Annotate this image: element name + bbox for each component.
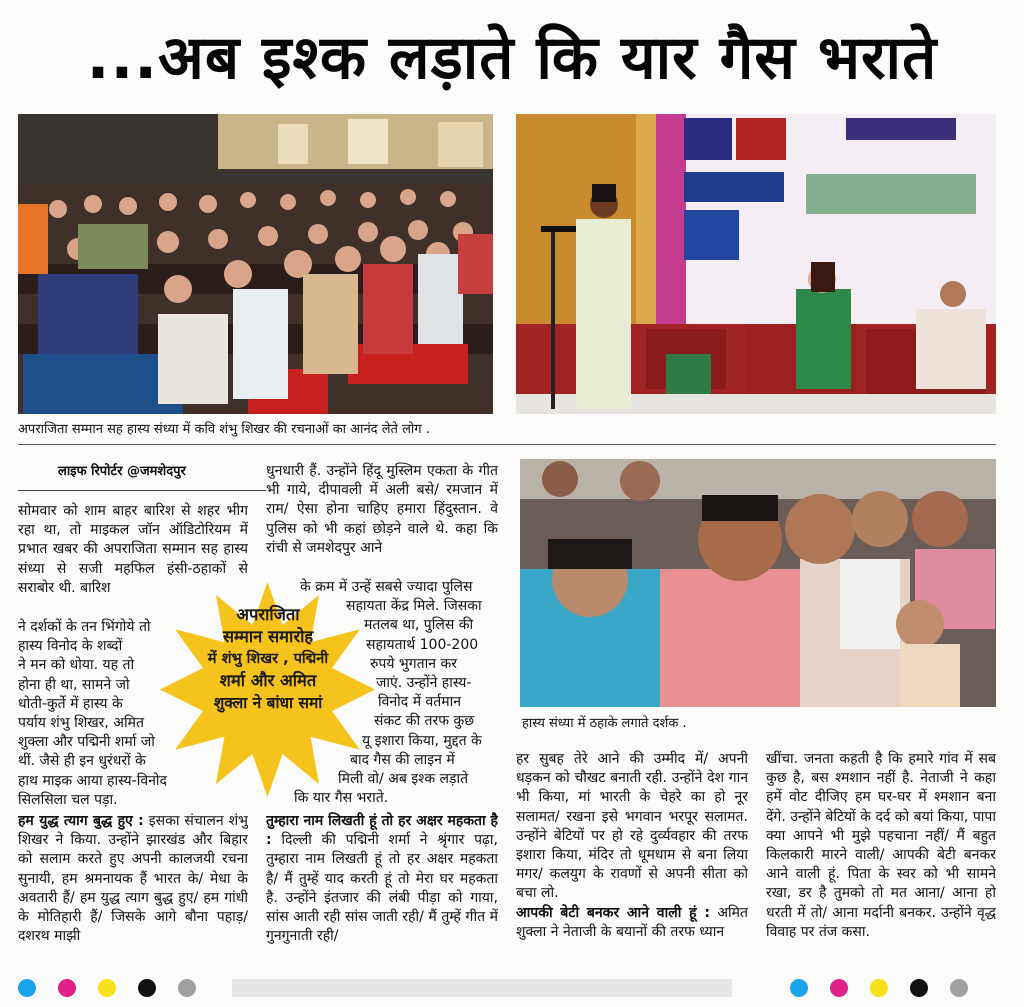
- callout-text: [178, 604, 358, 714]
- sub-heading: हम युद्ध त्याग बुद्ध हुए :: [18, 813, 144, 829]
- photo-audience-main: [18, 114, 493, 414]
- sub-heading: आपकी बेटी बनकर आने वाली हूं :: [516, 904, 710, 921]
- text-line: विनोद में वर्तमान: [378, 694, 462, 711]
- article-column-1-sub: [18, 812, 248, 946]
- registration-dot-black: [138, 979, 156, 997]
- callout-line: में शंभु शिखर , पद्मिनी: [207, 651, 329, 667]
- callout-line: शुक्ला ने बांधा समां: [213, 694, 323, 712]
- callout-line: शर्मा और अमित: [219, 671, 317, 690]
- registration-dot-magenta: [830, 979, 848, 997]
- divider: [18, 444, 996, 445]
- registration-dot-black: [910, 979, 928, 997]
- photo-stage: [516, 114, 996, 414]
- text-line: हास्य विनोद के शब्दों: [18, 638, 123, 655]
- article-paragraph: सोमवार को शाम बाहर बारिश से शहर भीग रहा था, तो माइकल जॉन ऑडिटोरियम में प्रभात खबर की अपराजिता सम्मान सह हास्य संध्या से सजी महफिल हंसी-ठहाकों से सराबोर थी. बारिश: [18, 503, 248, 596]
- registration-dot-yellow: [870, 979, 888, 997]
- text-line: सहायता केंद्र मिले. जिसका: [346, 598, 482, 615]
- text-line: मिली वो/ अब इश्क लड़ाते: [338, 771, 469, 788]
- text-line: मतलब था, पुलिस की: [364, 617, 474, 634]
- text-line: पर्याय शंभु शिखर, अमित: [18, 715, 144, 732]
- text-line: सिलसिला चल पड़ा.: [18, 791, 118, 808]
- text-line: होना ही था, सामने जो: [18, 676, 130, 693]
- text-line: रुपये भुगतान कर: [370, 655, 457, 672]
- article-paragraph: हर सुबह तेरे आने की उम्मीद में/ अपनी धड़कन को चौखट बनाती रही. उन्होंने देश गान भी किया, मां भारती के चेहरे का हो नूर सलामत/ रखना इसे भगवान भरपूर सलामत. उन्होंने बेटियों पर हो रहे दुर्व्यवहार की तरफ इशारा किया, मंदिर तो धूमधाम से बना लिया मगर/ कलयुग के रावणों से अपनी सीता को बचा लो.: [516, 751, 748, 902]
- registration-dot-yellow: [98, 979, 116, 997]
- text-line: के क्रम में उन्हें सबसे ज्यादा पुलिस: [300, 579, 473, 595]
- text-line: धोती-कुर्ते में हास्य के: [18, 695, 123, 712]
- sub-heading: तुम्हारा नाम लिखती हूं तो हर अक्षर महकता है :: [266, 813, 498, 849]
- registration-dot-magenta: [58, 979, 76, 997]
- text-line: बाद गैस की लाइन में: [350, 751, 455, 768]
- registration-dot-cyan: [18, 979, 36, 997]
- text-line: संकट की तरफ कुछ: [374, 713, 475, 730]
- text-line: ने दर्शकों के तन भिंगोये तो: [18, 619, 151, 635]
- photo-caption-laugh: हास्य संध्या में ठहाके लगाते दर्शक .: [522, 716, 687, 731]
- article-column-2-top: [266, 462, 498, 558]
- article-paragraph: अमित शुक्ला ने नेताजी के बयानों की तरफ ध्यान: [516, 904, 748, 940]
- byline: [58, 461, 186, 479]
- text-line: थीं. जैसे ही इन धुरंधरों के: [18, 753, 146, 770]
- article-paragraph: इसका संचालन शंभु शिखर ने किया. उन्होंने झारखंड और बिहार को सलाम करते हुए अपनी कालजयी रचना सुनायी, हम श्रमनायक हैं भारत के/ मेधा के अवतारी हैं/ हम युद्ध त्याग बुद्ध हुए/ हम गांधी के मोतिहारी हैं/ जिसके आगे बौना पहाड़/ दशरथ माझी: [18, 813, 248, 945]
- text-line: सहायतार्थ 100-200: [366, 636, 479, 653]
- photo-audience-laugh: [520, 459, 996, 707]
- text-line: शुक्ला और पद्मिनी शर्मा जो: [18, 734, 155, 751]
- text-line: जाएं. उन्होंने हास्य-: [376, 675, 472, 692]
- registration-bar: [232, 979, 732, 997]
- text-line: यू इशारा किया, मुद्दत के: [362, 732, 482, 749]
- article-column-3: [516, 750, 748, 942]
- headline: ...अब इश्क लड़ाते कि यार गैस भराते: [86, 23, 938, 93]
- registration-dot-gray: [178, 979, 196, 997]
- callout-line: अपराजिता: [236, 605, 300, 624]
- byline-label: लाइफ रिपोर्टर: [58, 464, 123, 479]
- text-line: हाथ माइक आया हास्य-विनोद: [18, 772, 167, 789]
- text-line: कि यार गैस भराते.: [294, 790, 389, 807]
- text-line: ने मन को धोया. यह तो: [18, 657, 135, 674]
- byline-rule: [18, 490, 266, 491]
- byline-location: @जमशेदपुर: [126, 464, 186, 479]
- article-paragraph: धुनधारी हैं. उन्होंने हिंदू मुस्लिम एकता के गीत भी गाये, दीपावली में अली बसे/ रमजान में राम/ ऐसा होना चाहिए हमारा हिंदुस्तान. वे पुलिस को भी कहां छोड़ने वाले थे. कहा कि रांची से जमशेदपुर आने: [266, 463, 498, 556]
- article-column-2-sub: [266, 812, 498, 946]
- photo-caption-main: अपराजिता सम्मान सह हास्य संध्या में कवि शंभु शिखर की रचनाओं का आनंद लेते लोग .: [18, 422, 430, 437]
- article-column-4: [766, 750, 996, 942]
- registration-dot-cyan: [790, 979, 808, 997]
- article-paragraph: दिल्ली की पद्मिनी शर्मा ने श्रृंगार पढ़ा, तुम्हारा नाम लिखती हूं तो हर अक्षर महकता है/ मैं तुम्हें याद करती हूं तो मेरा घर महकता है. उन्होंने इंतजार की लंबी पीड़ा को गाया, सांस आती रही सांस जाती रही/ मैं तुम्हें गीत में गुनगुनाती रही/: [266, 832, 498, 945]
- callout-line: सम्मान समारोह: [222, 627, 314, 646]
- article-paragraph: खींचा. जनता कहती है कि हमारे गांव में सब कुछ है, बस श्मशान नहीं है. नेताजी ने कहा हमें वोट दीजिए हम घर-घर में श्मशान बना देंगे. उन्होंने बेटियों के दर्द को बयां किया, पापा क्या आपने भी मुझे पहचाना नहीं/ मैं बहुत किलकारी मारने वाली/ आपकी बेटी बनकर आने वाली हूं. पिता के स्वर को भी सामने रखा, डर है तुमको तो मत आना/ आना हो धरती में तो/ आना मर्दानी बनकर. उन्होंने वृद्ध विवाह पर तंज कसा.: [766, 751, 996, 940]
- registration-dot-gray: [950, 979, 968, 997]
